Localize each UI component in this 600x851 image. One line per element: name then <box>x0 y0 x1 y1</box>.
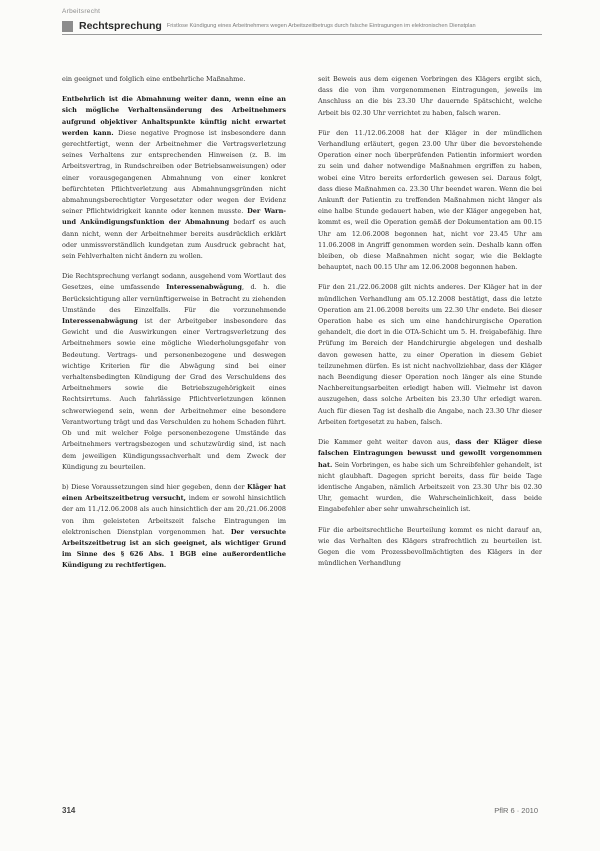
paragraph: ein geeignet und folglich eine entbehrliche Maßnahme. <box>62 75 246 83</box>
page-title: Rechtsprechung <box>79 20 162 32</box>
issue-label: PflR 6 · 2010 <box>494 806 538 815</box>
paragraph: seit Beweis aus dem eigenen Vorbringen des Klägers ergibt sich, dass die von ihm vorgenommenen Eintragungen, jeweils im Anschluss an die bis 23.30 Uhr dauernde Spätschicht, welche Arbeit bis 02.30 Uhr verrichtet zu haben, falsch waren. <box>318 75 542 117</box>
page-number: 314 <box>62 806 76 815</box>
paragraph: Die Rechtsprechung verlangt sodann, ausgehend vom Wortlaut des Gesetzes, eine umfassende Interessenabwägung, d. h. die Berücksichtigung aller vernünftigerweise in Betracht zu ziehenden Umstände des Einzelfalls. Für die vorzunehmende Interessenabwägung ist der Arbeitgeber insbesondere das Gewicht und die Auswirkungen einer Vertragsverletzung des Arbeitnehmers sowie eine mögliche Wiederholungsgefahr von Bedeutung. Vertrags- und personenbezogene und deswegen wichtige Kriterien für die Abwägung sind bei einer verhaltensbedingten Kündigung der Grad des Verschuldens des Arbeitnehmers sowie die Betriebszugehörigkeit eines Rechtsirrtums. Auch fahrlässige Pflichtverletzungen können schwerwiegend sein, wenn der Arbeitnehmer eine besondere Verantwortung trägt und das Verschulden zu hohem Schaden führt. Ob und mit welcher Folge personenbezogene Umstände das Arbeitnehmers vertragsbezogen und schutzwürdig sind, ist nach dem jeweiligen Kündigungssachverhalt und dem Zweck der Kündigung zu beurteilen. <box>62 272 286 471</box>
page-header <box>62 19 542 33</box>
section-label: Arbeitsrecht <box>62 8 101 15</box>
page-subtitle: Fristlose Kündigung eines Arbeitnehmers wegen Arbeitszeitbetrugs durch falsche Eintragungen im elektronischen Dienstplan <box>166 23 476 29</box>
paragraph: b) Diese Voraussetzungen sind hier gegeben, denn der Kläger hat einen Arbeitszeitbetrug versucht, indem er sowohl hinsichtlich der am 11./12.06.2008 als auch hinsichtlich der am 20./21.06.2008 von ihm geleisteten Arbeitszeit falsche Eintragungen im elektronischen Dienstplan vorgenommen hat. Der versuchte Arbeitszeitbetrug ist an sich geeignet, als wichtiger Grund im Sinne des § 626 Abs. 1 BGB eine außerordentliche Kündigung zu rechtfertigen. <box>62 482 286 570</box>
paragraph-rest: Diese negative Prognose ist insbesondere dann gerechtfertigt, wenn der Arbeitnehmer die Vertragsverletzung seines Verhaltens zur entsprechenden Hinweisen (z. B. im Arbeitsvertrag, in Rundschreiben oder Betriebsanweisungen) oder einer vorausgegangenen Abmahnung von einer konkret befürchteten Pflichtverletzung aus Abmahnungsgründen nicht abmahnungsberechtigter Vorgesetzter oder wegen der Evidenz seiner Pflichtwidrigkeit kannte oder kennen musste. Der Warn- und Ankündigungsfunktion der Abmahnung bedarf es auch dann nicht, wenn der Arbeitnehmer bereits ausdrücklich erklärt oder unmissverständlich kundgetan zum Ausdruck gebracht hat, sein Fehlverhalten nicht ändern zu wollen. <box>62 128 286 261</box>
header-divider <box>62 34 542 35</box>
paragraph: Für die arbeitsrechtliche Beurteilung kommt es nicht darauf an, wie das Verhalten des Klägers strafrechtlich zu beurteilen ist. Gegen die vom Prozessbevollmächtigten des Klägers in der mündlichen Verhandlung <box>318 525 542 568</box>
left-column <box>62 74 286 581</box>
paragraph-abmahnung <box>62 94 286 262</box>
paragraph: Die Kammer geht weiter davon aus, dass der Kläger diese falschen Eintragungen bewusst und gewollt vorgenommen hat. Sein Vorbringen, es habe sich um Schreibfehler gehandelt, ist nicht glaubhaft. Dagegen spricht bereits, dass für beide Tage identische Angaben, nämlich Arbeitszeit von 23.30 Uhr bis 02.30 Uhr, gemacht wurden, die Wahrscheinlichkeit, dass beide Eingabefehler aber sehr unwahrscheinlich ist. <box>318 438 542 514</box>
paragraph: Für den 21./22.06.2008 gilt nichts anderes. Der Kläger hat in der mündlichen Verhandlung am 05.12.2008 bestätigt, dass die letzte Operation am 21.06.2008 bereits um 22.30 Uhr endete. Bei dieser Operation habe es sich um eine handchirurgische Operation gehandelt, die dort in die OTA-Schicht um 5. H. freigabefähig. Ihre Prüfung im Bereich der Handchirurgie abgelegen und deshalb davon gewesen hatte, zu einer Operation in diesem Gebiet teilzunehmen dürfen. Es ist nicht nachvollziehbar, dass der Kläger nach Beendigung dieser Operation noch länger als eine Stunde Nachbereitungsarbeiten erledigt haben will. Vielmehr ist davon auszugehen, dass solche Arbeiten bis 23.30 Uhr erledigt waren. Auch für diesen Tag ist deshalb die Angabe, nach 23.30 Uhr dieser Arbeiten fortgesetzt zu haben, falsch. <box>318 283 542 426</box>
section-marker-icon <box>62 21 73 32</box>
paragraph: Für den 11./12.06.2008 hat der Kläger in der mündlichen Verhandlung erläutert, gegen 23.00 Uhr über die bevorstehende Operation einer noch überprüfenden Patientin informiert worden zu sein und daher notwendige Maßnahmen ergriffen zu haben, wobei eine Vitro bereits erforderlich gewesen sei. Daraus folgt, dass diese Maßnahmen ca. 23.30 Uhr beendet waren. Wenn die bei Ankunft der Patientin zu treffenden Maßnahmen nicht länger als eine halbe Stunde gedauert haben, wie der Kläger angegeben hat, kommt es, weil die Operation gemäß der Dokumentation am 00.15 Uhr am 12.06.2008 begonnen hat, nicht vor 23.45 Uhr am 11.06.2008 in Angriff genommen worden sein. Deshalb kann offen bleiben, ob diese Maßnahmen nicht sogar, wie die Beklagte behauptet, nach 00.15 Uhr am 12.06.2008 begonnen haben. <box>318 128 542 272</box>
paragraph-lead: Entbehrlich ist die Abmahnung weiter dann, wenn eine an sich mögliche Verhaltensänderung des Arbeitnehmers aufgrund objektiver Anhaltspunkte künftig nicht erwartet werden kann. <box>62 95 286 137</box>
right-column <box>318 74 542 578</box>
